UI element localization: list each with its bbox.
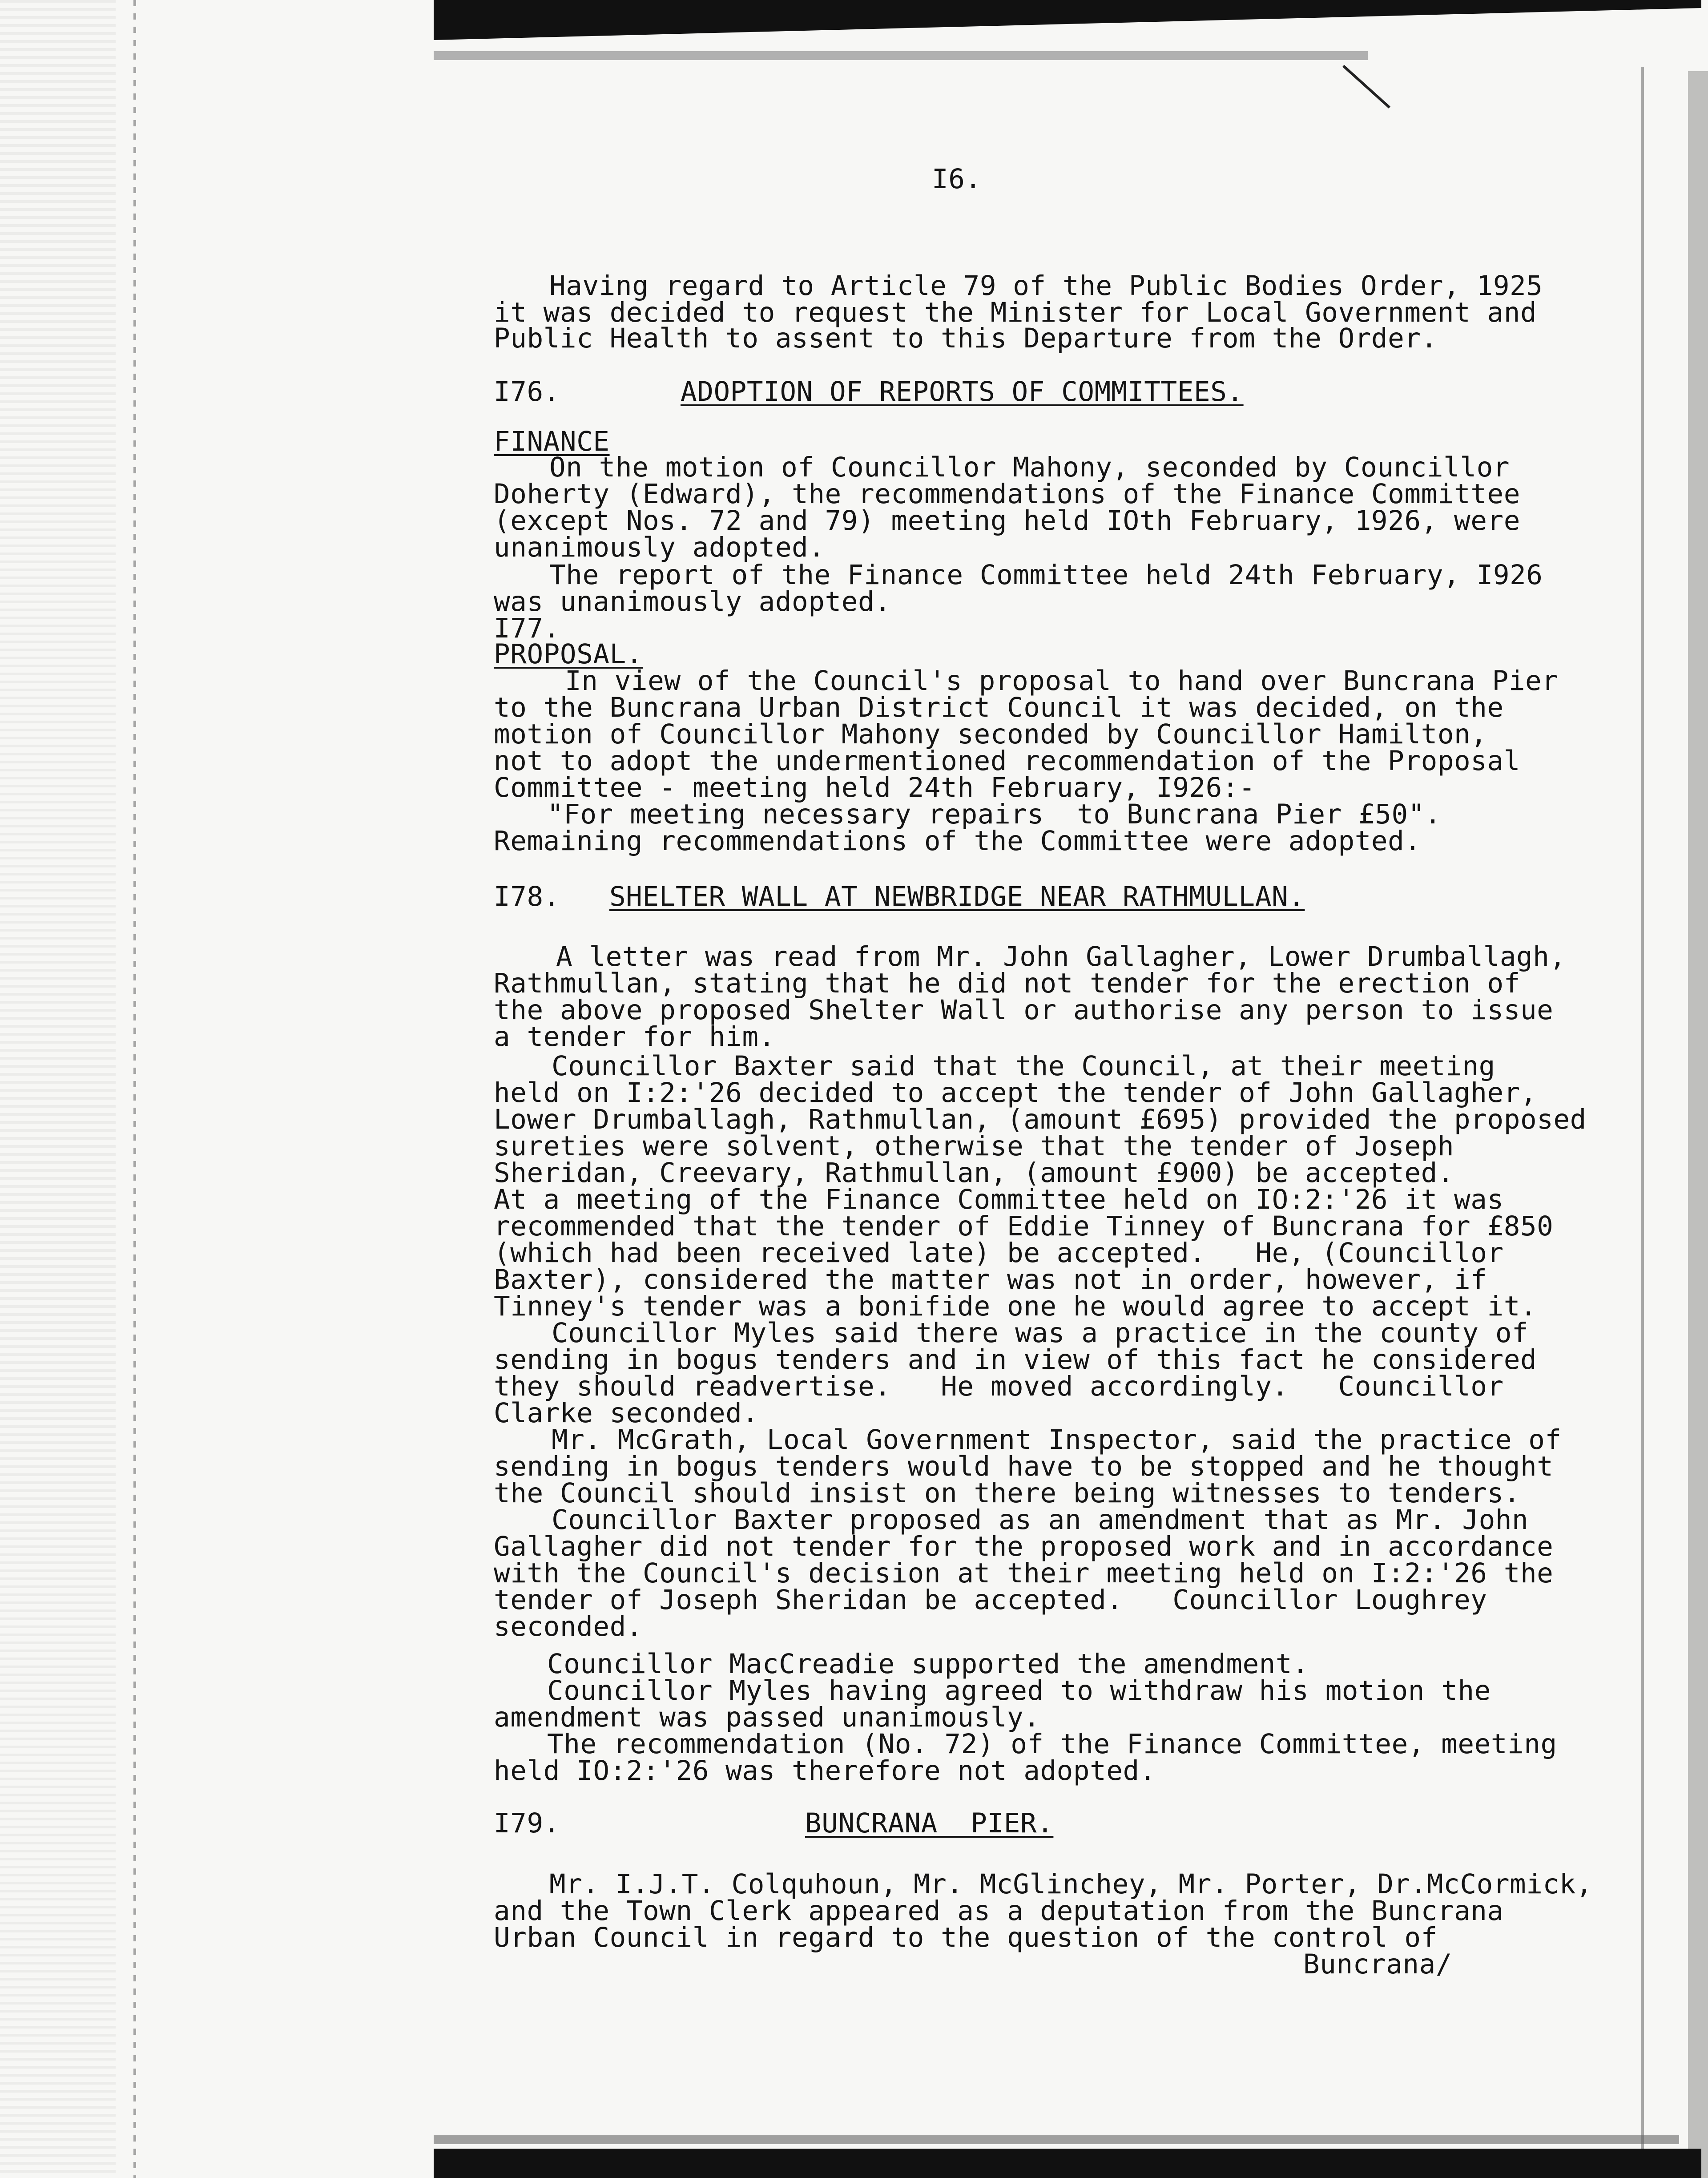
paragraph-line: Urban Council in regard to the question of the control of [494,1922,1438,1953]
paragraph-line: Mr. I.J.T. Colquhoun, Mr. McGlinchey, Mr. Porter, Dr.McCormick, [549,1868,1593,1900]
paragraph-line: not to adopt the undermentioned recommendation of the Proposal [494,745,1520,777]
scan-top-shadow [434,51,1368,60]
paragraph-line: "For meeting necessary repairs to Buncrana Pier £50". [547,799,1442,830]
scan-top-bar [434,0,1701,40]
section-number-179: I79. [494,1807,560,1839]
section-number-177: I77. [494,613,560,644]
paragraph-line: Tinney's tender was a bonifide one he would agree to accept it. [494,1291,1537,1322]
intro-line: it was decided to request the Minister for Local Government and [494,297,1537,328]
scan-right-strip [1688,71,1708,2178]
paragraph-line: Clarke seconded. [494,1397,759,1429]
intro-line: Having regard to Article 79 of the Public Bodies Order, 1925 [549,270,1543,302]
intro-line: Public Health to assent to this Departure from the Order. [494,323,1438,354]
paragraph-line: with the Council's decision at their meeting held on I:2:'26 the [494,1557,1554,1589]
section-number-176: I76. [494,376,560,407]
paragraph-line: Committee - meeting held 24th February, I926:- [494,772,1256,803]
paragraph-line: Councillor Myles said there was a practice in the county of [552,1317,1529,1349]
catchword: Buncrana/ [1303,1948,1453,1980]
section-heading-179: BUNCRANA PIER. [805,1807,1054,1839]
paragraph-line: On the motion of Councillor Mahony, seconded by Councillor [549,452,1510,483]
paragraph-line: Rathmullan, stating that he did not tender for the erection of [494,968,1520,999]
paragraph-line: and the Town Clerk appeared as a deputation from the Buncrana [494,1895,1504,1927]
paragraph-line: Councillor Myles having agreed to withdraw his motion the [547,1675,1491,1706]
paragraph-line: sending in bogus tenders would have to be stopped and he thought [494,1451,1554,1482]
paragraph-line: the above proposed Shelter Wall or authorise any person to issue [494,994,1554,1026]
scan-bottom-bar [434,2149,1701,2178]
paragraph-line: the Council should insist on there being witnesses to tenders. [494,1477,1520,1509]
scan-left-rule [133,0,136,2178]
paragraph-line: sureties were solvent, otherwise that the tender of Joseph [494,1130,1454,1162]
paragraph-line: amendment was passed unanimously. [494,1702,1040,1733]
paragraph-line: (except Nos. 72 and 79) meeting held IOth February, 1926, were [494,505,1520,536]
paragraph-line: A letter was read from Mr. John Gallagher, Lower Drumballagh, [556,941,1566,972]
paragraph-line: In view of the Council's proposal to hand over Buncrana Pier [565,665,1559,697]
scan-mark [1342,65,1390,109]
paragraph-line: Councillor Baxter proposed as an amendment that as Mr. John [552,1504,1529,1536]
paragraph-line: (which had been received late) be accepted. He, (Councillor [494,1237,1504,1269]
paragraph-line: Mr. McGrath, Local Government Inspector, said the practice of [552,1424,1562,1456]
section-heading-178: SHELTER WALL AT NEWBRIDGE NEAR RATHMULLAN. [609,881,1305,912]
paragraph-line: Lower Drumballagh, Rathmullan, (amount £695) provided the proposed [494,1104,1587,1135]
section-number-178: I78. [494,881,560,912]
paragraph-line: recommended that the tender of Eddie Tinney of Buncrana for £850 [494,1210,1554,1242]
paragraph-line: seconded. [494,1611,643,1642]
paragraph-line: tender of Joseph Sheridan be accepted. Councillor Loughrey [494,1584,1487,1616]
paragraph-line: The report of the Finance Committee held 24th February, I926 [549,559,1543,591]
paragraph-line: held on I:2:'26 decided to accept the tender of John Gallagher, [494,1077,1537,1109]
paragraph-line: was unanimously adopted. [494,586,891,617]
paragraph-line: unanimously adopted. [494,532,825,563]
paragraph-line: a tender for him. [494,1021,775,1053]
page-number: I6. [932,163,982,195]
paragraph-line: Baxter), considered the matter was not in order, however, if [494,1264,1487,1295]
paragraph-line: The recommendation (No. 72) of the Finance Committee, meeting [547,1728,1557,1760]
paragraph-line: they should readvertise. He moved accordingly. Councillor [494,1371,1504,1402]
paragraph-line: Doherty (Edward), the recommendations of the Finance Committee [494,478,1520,510]
section-heading-176: ADOPTION OF REPORTS OF COMMITTEES. [681,376,1244,407]
paragraph-line: held IO:2:'26 was therefore not adopted. [494,1755,1156,1787]
paragraph-line: At a meeting of the Finance Committee held on IO:2:'26 it was [494,1184,1504,1215]
paragraph-line: Gallagher did not tender for the proposed work and in accordance [494,1531,1554,1562]
paragraph-line: Remaining recommendations of the Committee were adopted. [494,825,1421,857]
paragraph-line: Councillor Baxter said that the Council, at their meeting [552,1050,1495,1082]
scan-bottom-shadow [434,2135,1679,2144]
paragraph-line: sending in bogus tenders and in view of this fact he considered [494,1344,1537,1375]
scan-left-edge [0,0,116,2178]
paragraph-line: motion of Councillor Mahony seconded by Councillor Hamilton, [494,718,1487,750]
paragraph-line: to the Buncrana Urban District Council it was decided, on the [494,692,1504,723]
subheading-proposal: PROPOSAL. [494,638,643,670]
subheading-finance: FINANCE [494,426,610,457]
paragraph-line: Sheridan, Creevary, Rathmullan, (amount £900) be accepted. [494,1157,1454,1189]
paragraph-line: Councillor MacCreadie supported the amendment. [547,1648,1309,1680]
